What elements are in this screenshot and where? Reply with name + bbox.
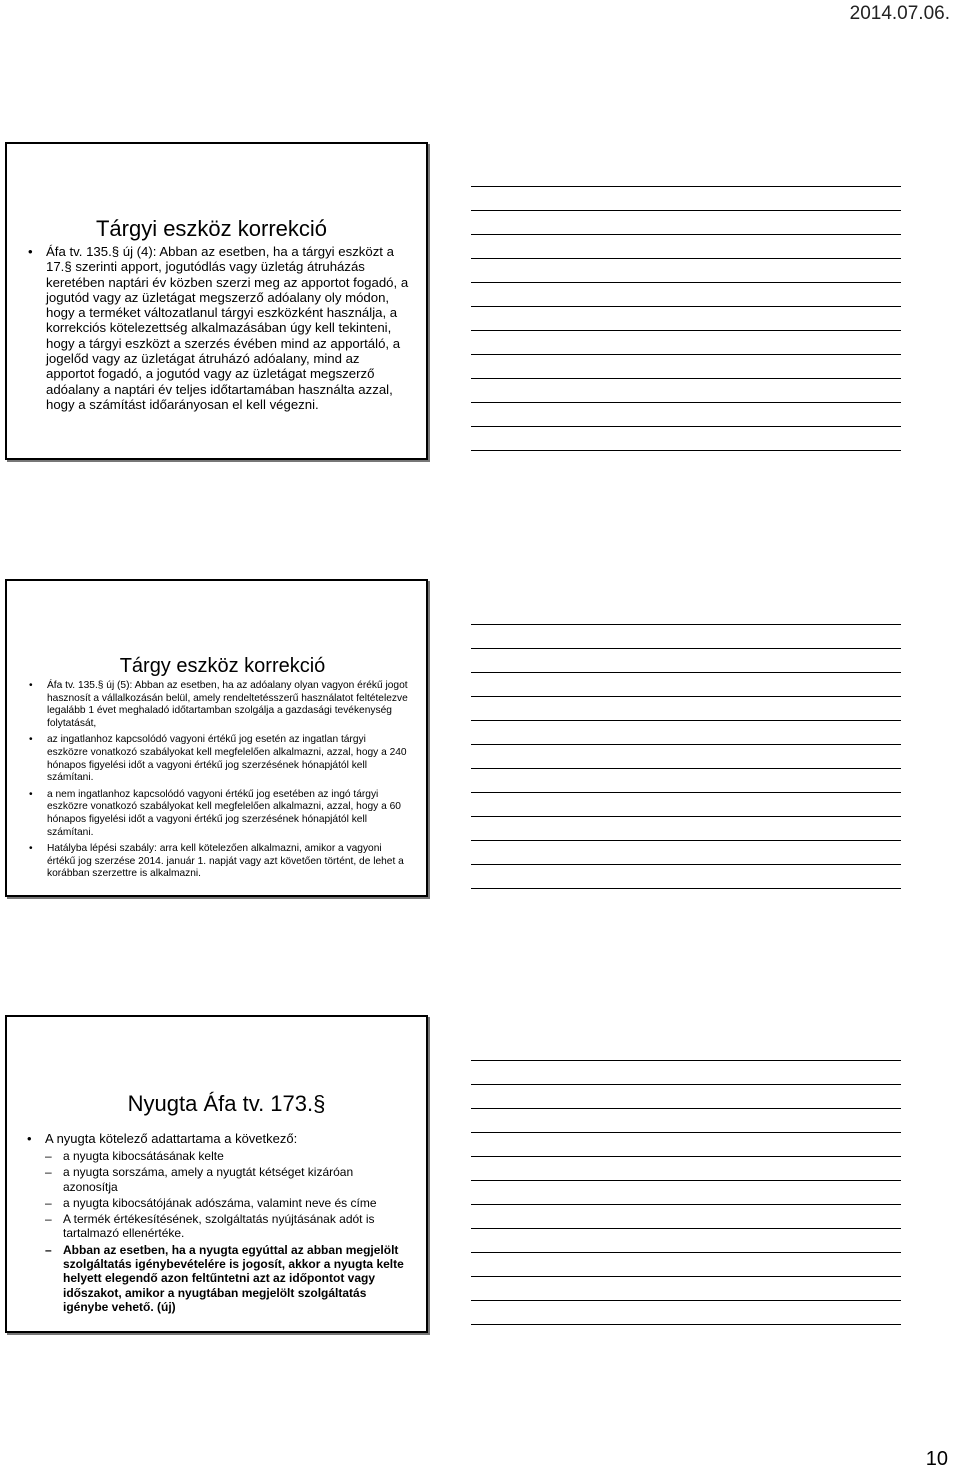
slide-3 (5, 1015, 428, 1333)
note-line (471, 864, 901, 865)
note-line (471, 306, 901, 307)
note-line (471, 354, 901, 355)
bullet-list (46, 244, 410, 412)
note-line (471, 210, 901, 211)
note-line (471, 1084, 901, 1085)
note-line (471, 330, 901, 331)
slide-title: Tárgyi eszköz korrekció (95, 216, 328, 241)
bullet-list (47, 680, 408, 881)
note-line (471, 1300, 901, 1301)
bullet-item: • az ingatlanhoz kapcsolódó vagyoni értékű jog esetén az ingatlan tárgyi eszközre vonatkozó szabályokat kell megfelelően alkalmazni, azzal, hogy a 240 hónapos figyelési időt a vagyoni értékű jog szerzésének hónapjától kell számítani. (47, 734, 408, 784)
sub-item: – A termék értékesítésének, szolgáltatás nyújtásának adót is tartalmazó ellenértéke. (63, 1212, 408, 1241)
sub-list (63, 1149, 408, 1314)
note-line (471, 1228, 901, 1229)
slide-title: Tárgy eszköz korrekció (119, 655, 326, 677)
sub-item-bold: – Abban az esetben, ha a nyugta egyúttal az abban megjelölt szolgáltatás igénybevételére is jogosít, akkor a nyugta kelte helyett elegendő azon feltűntetni azt az időpontot vagy időszakot, amikor a nyugtában megjelölt szolgáltatás igénybe vehető. (új) (63, 1243, 408, 1314)
note-line (471, 1180, 901, 1181)
note-line (471, 696, 901, 697)
note-line (471, 1060, 901, 1061)
note-line (471, 1132, 901, 1133)
bullet-item: • Hatályba lépési szabály: arra kell kötelezően alkalmazni, amikor a vagyoni értékű jog szerzése 2014. január 1. napját vagy azt követően történt, de lehet a korábban szerzettre is alkalmazni. (47, 843, 408, 881)
note-line (471, 888, 901, 889)
sub-item: – a nyugta kibocsátójának adószáma, valamint neve és címe (63, 1196, 408, 1210)
bullet-item: • a nem ingatlanhoz kapcsolódó vagyoni értékű jog esetében az ingó tárgyi eszközre vonatkozó szabályokat kell megfelelően alkalmazni, azzal, hogy a 60 hónapos figyelési időt a vagyoni értékű jog szerzésének hónapjától kell számítani. (47, 789, 408, 839)
bullet-item: • Áfa tv. 135.§ új (5): Abban az esetben, ha az adóalany olyan vagyon érékű jogot hasznosít a vállalkozásán belül, amely rendeltetésszerű használatot feltételezve legalább 1 évet meghaladó időtartamban szolgálja a gazdasági tevékenység folytatását, (47, 680, 408, 730)
bullet-text: A nyugta kötelező adattartama a következő: (45, 1131, 298, 1146)
sub-item: – a nyugta sorszáma, amely a nyugtát kétséget kizáróan azonosítja (63, 1165, 408, 1194)
note-line (471, 1156, 901, 1157)
note-line (471, 744, 901, 745)
note-line (471, 282, 901, 283)
sub-item: – a nyugta kibocsátásának kelte (63, 1149, 408, 1163)
note-line (471, 402, 901, 403)
print-date: 2014.07.06. (849, 3, 950, 24)
note-line (471, 648, 901, 649)
note-line (471, 792, 901, 793)
note-line (471, 186, 901, 187)
note-line (471, 1204, 901, 1205)
bullet-item: • Áfa tv. 135.§ új (4): Abban az esetben, ha a tárgyi eszközt a 17.§ szerinti apport, jogutódlás vagy üzletág átruházás keretében naptári év közben szerzi meg az apportot fogadó, a jogutód vagy az üzletágat megszerző adóalany oly módon, hogy a terméket változatlanul tárgyi eszközként használja, a korrekciós kötelezettség alkalmazásában úgy kell tekinteni, hogy a tárgyi eszközt a szerzés évében mind az apportáló, a jogelőd vagy az üzletágat átruházó adóalany, mind az apportot fogadó, a jogutód vagy az üzletágat megszerző adóalany a naptári év teljes időtartamában használta azzal, hogy a számítást időarányosan el kell végezni. (46, 244, 410, 412)
note-line (471, 450, 901, 451)
note-line (471, 234, 901, 235)
note-line (471, 720, 901, 721)
note-line (471, 1324, 901, 1325)
note-line (471, 768, 901, 769)
slide-2 (5, 579, 428, 897)
note-line (471, 1276, 901, 1277)
page-number: 10 (925, 1448, 948, 1470)
note-line (471, 378, 901, 379)
note-line (471, 1252, 901, 1253)
bullet-list (45, 1131, 408, 1314)
note-line (471, 672, 901, 673)
note-line (471, 624, 901, 625)
note-line (471, 258, 901, 259)
note-line (471, 426, 901, 427)
slide-title: Nyugta Áfa tv. 173.§ (127, 1091, 326, 1116)
note-line (471, 840, 901, 841)
slide-1 (5, 142, 428, 460)
bullet-item (45, 1131, 408, 1314)
note-line (471, 1108, 901, 1109)
note-line (471, 816, 901, 817)
